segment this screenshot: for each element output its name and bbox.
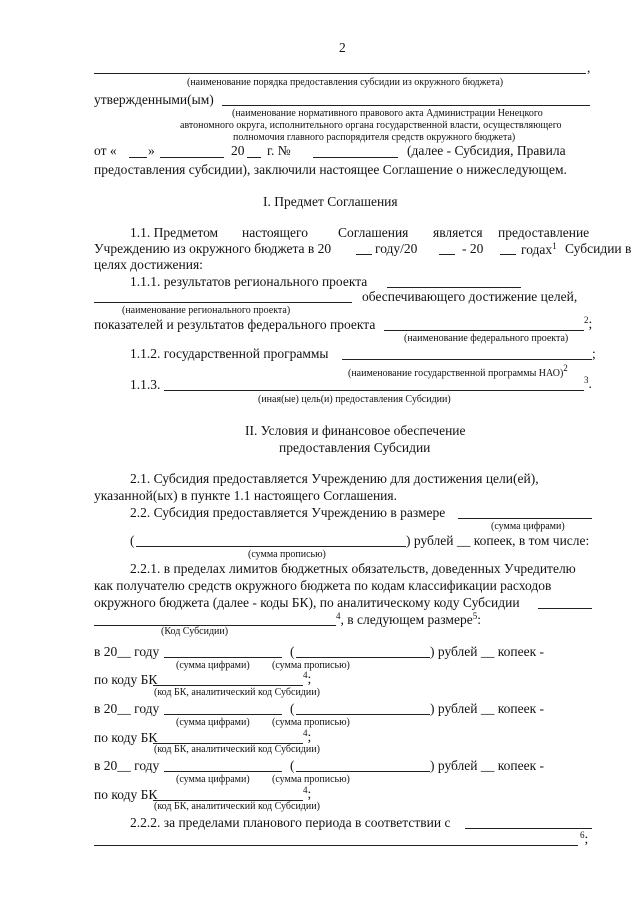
blank-line xyxy=(247,157,261,158)
caption: (иная(ые) цель(и) предоставления Субсидии) xyxy=(258,394,451,405)
paragraph-line: 2.2. Субсидия предоставляется Учреждению в размере xyxy=(130,505,446,520)
paragraph-line: предоставления субсидии), заключили настоящее Соглашение о нижеследующем. xyxy=(94,162,567,177)
paragraph-word: предоставление xyxy=(498,225,590,240)
caption: (наименование регионального проекта) xyxy=(122,305,291,316)
paragraph-line: Учреждению из окружного бюджета в 20 xyxy=(94,241,332,256)
paragraph-line: показателей и результатов федерального проекта xyxy=(94,317,376,332)
punct: ( xyxy=(290,758,295,773)
blank-line xyxy=(465,828,592,829)
year-prefix: 20 xyxy=(231,143,245,158)
punct: ( xyxy=(290,701,295,716)
paragraph-line: 2.2.1. в пределах лимитов бюджетных обязательств, доведенных Учредителю xyxy=(130,561,576,576)
year-label: в 20__ году xyxy=(94,701,160,716)
bk-label: по коду БК xyxy=(94,730,158,745)
paragraph-line: указанной(ых) в пункте 1.1 настоящего Соглашения. xyxy=(94,488,397,503)
year-label: в 20__ году xyxy=(94,758,160,773)
blank-line xyxy=(356,254,372,255)
blank-line xyxy=(296,657,430,658)
caption: (сумма прописью) xyxy=(272,717,350,728)
paragraph-line: 1.1.2. государственной программы xyxy=(130,346,329,361)
punct: ( xyxy=(290,644,295,659)
paragraph-word: 1.1. Предметом xyxy=(130,225,219,240)
caption: (сумма цифрами) xyxy=(176,717,250,728)
paragraph-line: $^4$, в следующем размере$^5$: xyxy=(336,611,481,627)
caption: (наименование порядка предоставления субсидии из окружного бюджета) xyxy=(187,77,504,88)
blank-line xyxy=(538,608,592,609)
paragraph-word: Соглашения xyxy=(338,225,409,240)
caption: (код БК, аналитический код Субсидии) xyxy=(154,687,320,698)
blank-line xyxy=(94,845,578,846)
paragraph-line: ) рублей __ копеек - xyxy=(430,758,545,773)
paragraph-line: Субсидии в xyxy=(565,241,632,256)
from-tail: (далее - Субсидия, Правила xyxy=(407,143,566,158)
paragraph-line: 2.2.2. за пределами планового периода в соответствии с xyxy=(130,815,451,830)
section-title: I. Предмет Соглашения xyxy=(263,194,398,209)
caption: (сумма цифрами) xyxy=(176,660,250,671)
blank-line xyxy=(313,157,398,158)
page-number: 2 xyxy=(339,40,346,55)
blank-line xyxy=(164,714,282,715)
paragraph-line: окружного бюджета (далее - коды БК), по аналитическому коду Субсидии xyxy=(94,595,520,610)
paragraph-line: - 20 xyxy=(462,241,484,256)
section-title: II. Условия и финансовое обеспечение xyxy=(245,423,466,438)
footnote-ref: $^4$; xyxy=(303,785,312,801)
footnote-ref: $^6$; xyxy=(580,830,589,846)
comma: , xyxy=(587,60,591,75)
paragraph-line: году/20 xyxy=(375,241,418,256)
blank-line xyxy=(342,359,592,360)
caption: (код БК, аналитический код Субсидии) xyxy=(154,744,320,755)
blank-line xyxy=(164,390,584,391)
footnote-ref: $^2$; xyxy=(584,315,593,331)
blank-line xyxy=(458,518,592,519)
caption: (код БК, аналитический код Субсидии) xyxy=(154,801,320,812)
caption: (сумма прописью) xyxy=(248,549,326,560)
footnote-ref: $^4$; xyxy=(303,728,312,744)
footnote-ref: $^3$. xyxy=(584,375,592,391)
blank-line xyxy=(387,287,521,288)
punct: ; xyxy=(592,346,596,361)
paragraph-line: 1.1.1. результатов регионального проекта xyxy=(130,274,368,289)
blank-line xyxy=(384,330,584,331)
blank-line xyxy=(164,657,282,658)
blank-line xyxy=(94,302,352,303)
caption: (наименование нормативного правового акта Администрации Ненецкого xyxy=(232,108,543,119)
blank-line xyxy=(439,254,455,255)
paragraph-line: обеспечивающего достижение целей, xyxy=(362,289,578,304)
blank-line xyxy=(500,254,516,255)
blank-line xyxy=(296,714,430,715)
paragraph-line: 2.1. Субсидия предоставляется Учреждению для достижения цели(ей), xyxy=(130,471,539,486)
paragraph-word: настоящего xyxy=(242,225,308,240)
blank-line xyxy=(129,157,147,158)
caption: (сумма прописью) xyxy=(272,660,350,671)
caption: автономного округа, исполнительного органа государственной власти, осуществляющего xyxy=(180,120,562,131)
bk-label: по коду БК xyxy=(94,787,158,802)
from-quote: » xyxy=(148,143,155,158)
approved-label: утвержденными(ым) xyxy=(94,92,214,107)
caption: (Код Субсидии) xyxy=(161,626,229,637)
caption: (наименование федерального проекта) xyxy=(404,333,569,344)
bk-label: по коду БК xyxy=(94,672,158,687)
from-prefix: от « xyxy=(94,143,117,158)
blank-line xyxy=(136,546,406,547)
section-title: предоставления Субсидии xyxy=(279,440,431,455)
paragraph-line: 1.1.3. xyxy=(130,377,161,392)
year-label: в 20__ году xyxy=(94,644,160,659)
caption: (наименование государственной программы НАО)2 xyxy=(348,363,568,379)
caption: (сумма цифрами) xyxy=(176,774,250,785)
blank-line xyxy=(160,157,224,158)
paragraph-line: годах$^1$ xyxy=(521,241,557,257)
blank-line xyxy=(296,771,430,772)
blank-line xyxy=(164,771,282,772)
paragraph-line: как получателю средств окружного бюджета по кодам классификации расходов xyxy=(94,578,552,593)
paragraph-line: целях достижения: xyxy=(94,257,203,272)
paragraph-line: ) рублей __ копеек - xyxy=(430,701,545,716)
caption: (сумма цифрами) xyxy=(491,521,565,532)
caption: (сумма прописью) xyxy=(272,774,350,785)
blank-line xyxy=(222,105,590,106)
paragraph-line: ) рублей __ копеек, в том числе: xyxy=(406,533,590,548)
punct: ( xyxy=(130,533,135,548)
blank-line xyxy=(94,73,586,74)
caption: полномочия главного распорядителя средств окружного бюджета) xyxy=(233,132,516,143)
blank-line xyxy=(153,685,303,686)
footnote-ref: $^4$; xyxy=(303,670,312,686)
paragraph-line: ) рублей __ копеек - xyxy=(430,644,545,659)
paragraph-word: является xyxy=(433,225,483,240)
year-suffix: г. № xyxy=(267,143,291,158)
